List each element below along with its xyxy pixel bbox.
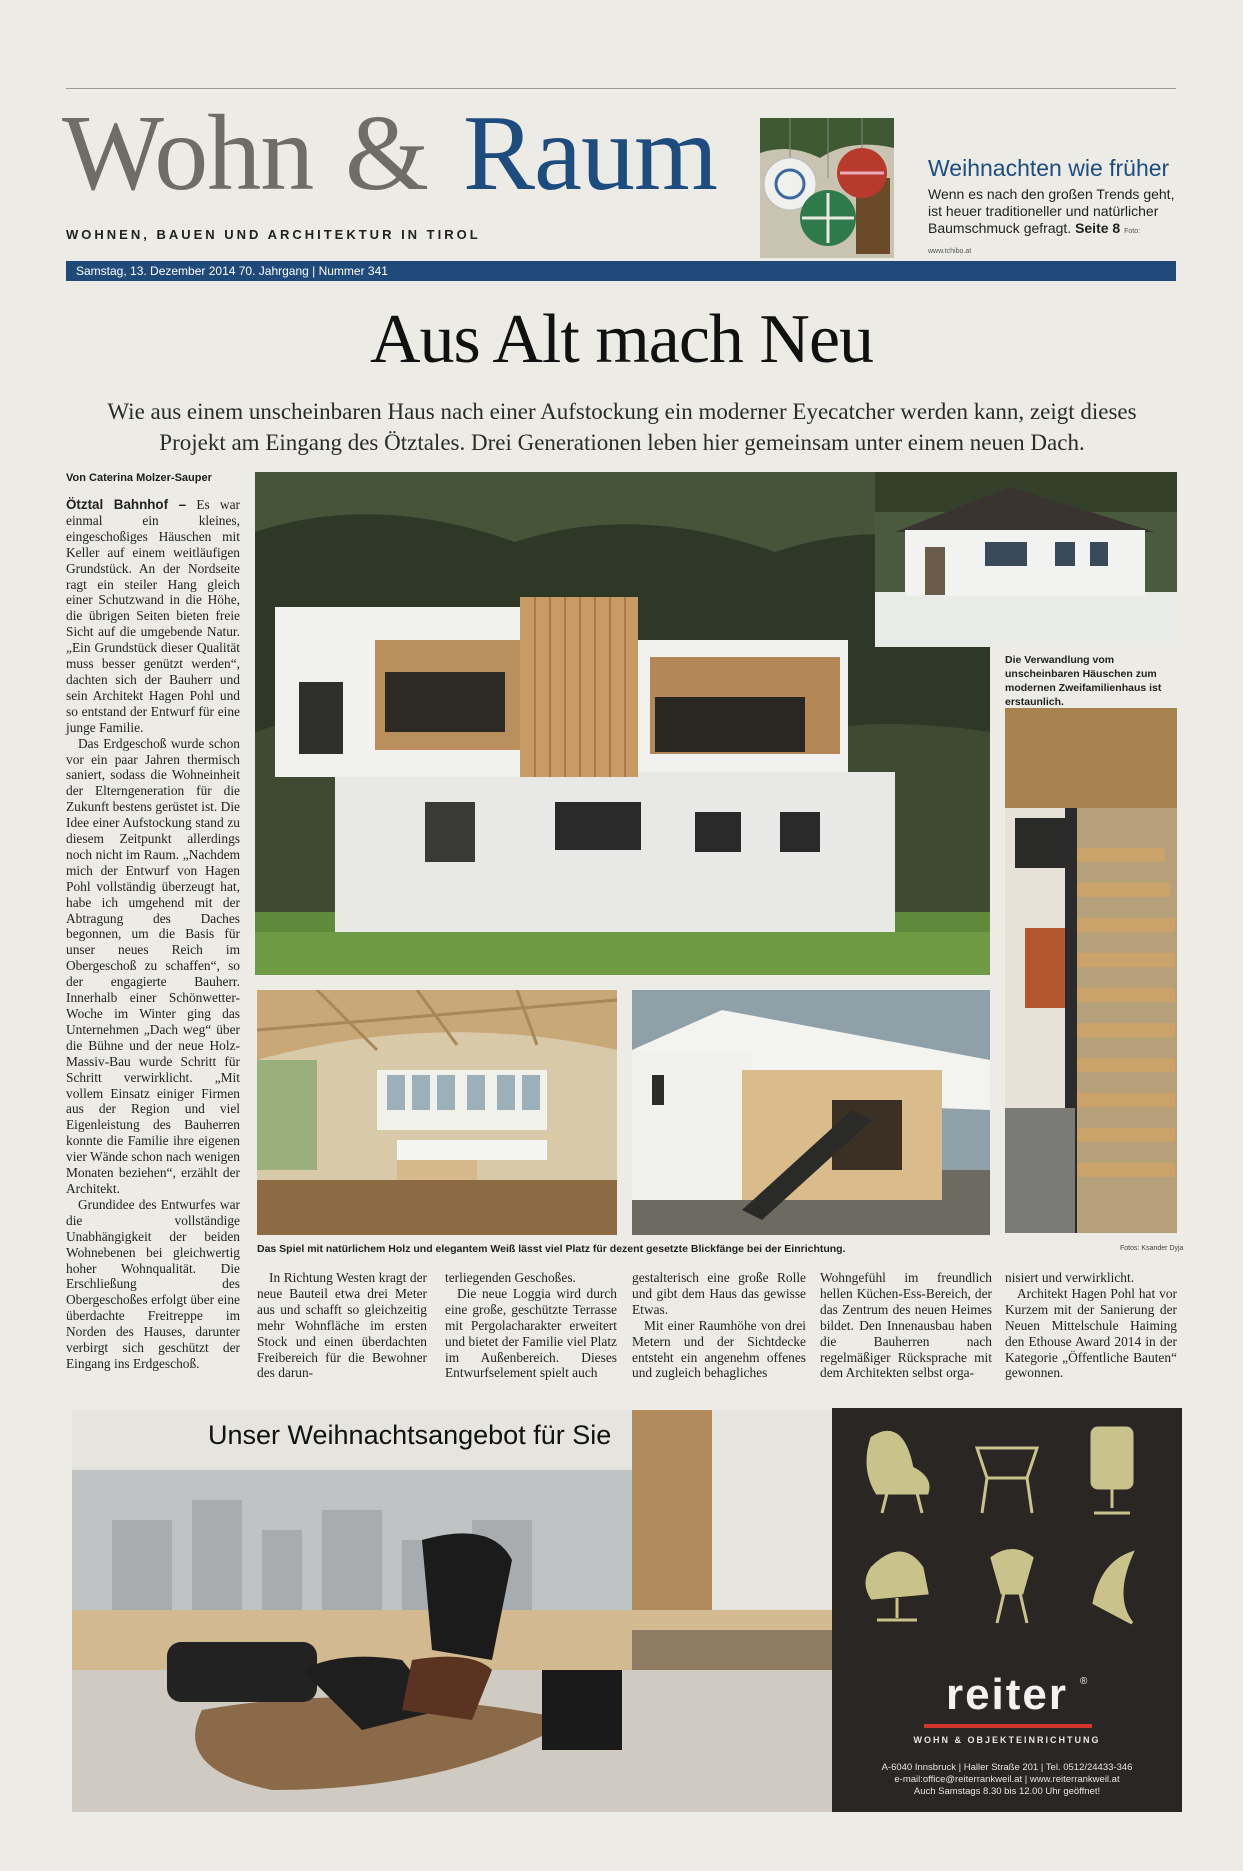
teaser-text [928, 186, 1176, 260]
ad-lounge-photo[interactable] [72, 1410, 832, 1812]
dateline-location: Ötztal Bahnhof – [66, 497, 187, 512]
address-line-2[interactable]: e-mail:office@reiterrankweil.at | www.reiterrankweil.at [894, 1774, 1120, 1785]
lounge-chair-image [72, 1410, 832, 1812]
paragraph: terliegenden Geschoßes. [445, 1270, 576, 1285]
reiter-logo-underline [924, 1724, 1092, 1728]
paragraph: Die neue Loggia wird durch eine große, geschützte Terrasse mit Pergolacharakter erweitert und bietet der Familie viel Platz im Außenbereich. Dieses Entwurfselement spielt auch [445, 1285, 617, 1381]
masthead-subtitle: WOHNEN, BAUEN UND ARCHITEKTUR IN TIROL [66, 227, 481, 242]
paragraph: gestalterisch eine große Rolle und gibt dem Haus das gewisse Etwas. [632, 1270, 806, 1317]
photo-cantilever-exterior[interactable] [632, 990, 990, 1235]
reiter-registered-mark: ® [1080, 1676, 1088, 1687]
ad-reiter-panel[interactable] [832, 1408, 1182, 1812]
address-line-1: A-6040 Innsbruck | Haller Straße 201 | Tel. 0512/24433-346 [881, 1762, 1133, 1773]
designer-chairs-icon [832, 1408, 1182, 1658]
article-standfirst: Wie aus einem unscheinbaren Haus nach einer Aufstockung ein moderner Eyecatcher werden kann, zeigt dieses Projekt am Eingang des Ötztales. Drei Generationen leben hier gemeinsam unter einem neuen Dach. [107, 399, 1137, 455]
paragraph: Das Erdgeschoß wurde schon vor ein paar Jahren thermisch saniert, sodass die Wohneinheit der Elterngeneration für die Zukunft bestens gerüstet ist. Die Idee einer Aufstockung stand zu diesem Zeitpunkt allerdings noch nicht im Raum. „Nachdem mich der Entwurf von Hagen Pohl vollständig überzeugt hat, habe ich umgehend mit der Abtragung des Daches begonnen, um die Basis für unser neues Reich im Obergeschoß zu schaffen“, so der engagierte Bauherr. Innerhalb einer Schönwetter-Woche im Winter ging das Unternehmen „Dach weg“ über die Bühne und der neue Holz-Massiv-Bau wurde Schritt für Schritt verwirklicht. „Mit vollem Einsatz einiger Firmen aus der Region und viel Eigenleistung des Bauherren konnte die Familie ihre eigenen vier Wände schon nach wenigen Monaten beziehen“, erzählt der Architekt. [66, 735, 240, 1196]
ornaments-image [760, 118, 894, 258]
ad-heading[interactable]: Unser Weihnachtsangebot für Sie [208, 1420, 612, 1450]
photo-kitchen-interior[interactable] [257, 990, 617, 1235]
reiter-tagline: WOHN & OBJEKTEINRICHTUNG [913, 1735, 1101, 1745]
photo-staircase[interactable] [1005, 708, 1177, 1233]
logo-ampersand: & [345, 94, 430, 213]
caption-interior: Das Spiel mit natürlichem Holz und elegantem Weiß lässt viel Platz für dezent gesetzte Blickfänge bei der Einrichtung. [257, 1243, 846, 1255]
paragraph [66, 497, 240, 736]
interior-image [257, 990, 617, 1235]
article-column-6 [1005, 1270, 1177, 1381]
paragraph: In Richtung Westen kragt der neue Bauteil etwa drei Meter aus und schafft so gleichzeitig mehr Wohnfläche im ersten Stock und einen überdachten Freibereich für die Bewohner des darun- [257, 1270, 427, 1381]
photo-house-before[interactable] [875, 472, 1177, 647]
paragraph: Wohngefühl im freundlich hellen Küchen-Ess-Bereich, der das Zentrum des neuen Heimes bildet. Den Innenausbau haben die Bauherren nach regelmäßiger Rücksprache mit dem Architekten selbst orga- [820, 1270, 992, 1381]
teaser-photo-christmas-ornaments[interactable] [760, 118, 894, 258]
paragraph-text: Es war einmal ein kleines, eingeschoßiges Häuschen mit Keller auf einem weitläufigen Grundstück. An der Nordseite ragt ein steiler Hang gleich einer Schutzwand in die Höhe, die übrigen Seiten bieten freie Sicht auf die umgebende Natur. „Ein Grundstück dieser Qualität muss besser genützt werden“, dachten sich der Bauherr und sein Architekt Hagen Pohl und so entstand der Entwurf für eine junge Familie. [66, 497, 240, 735]
paragraph: Grundidee des Entwurfes war die vollständige Unabhängigkeit der beiden Wohnebenen bei gleichwertig hoher Wohnqualität. Die Erschließung des Obergeschoßes erfolgt über eine überdachte Freitreppe im Norden des Hauses, darunter verbirgt sich geschützt der Eingang ins Erdgeschoß. [66, 1196, 240, 1371]
article-column-1 [66, 497, 240, 1372]
dateline-bar: Samstag, 13. Dezember 2014 70. Jahrgang | Nummer 341 [66, 261, 1176, 281]
reiter-logo[interactable]: reiter [945, 1670, 1069, 1719]
staircase-image [1005, 708, 1177, 1233]
logo-wohn: Wohn [62, 94, 314, 213]
photo-credit: Fotos: Ksander Dyja [1120, 1245, 1184, 1252]
article-column-2 [257, 1270, 427, 1381]
paragraph: Architekt Hagen Pohl hat vor Kurzem mit der Sanierung der Neuen Mittelschule Haiming den Ethouse Award 2014 in der Kategorie „Öffentliche Bauten“ gewonnen. [1005, 1285, 1177, 1381]
teaser-title[interactable]: Weihnachten wie früher [928, 155, 1170, 181]
teaser-page-ref[interactable]: Seite 8 [1075, 220, 1121, 236]
cantilever-image [632, 990, 990, 1235]
article-column-5 [820, 1270, 992, 1381]
teaser-body: Wenn es nach den großen Trends geht, ist heuer traditioneller und natürlicher Baumschmuck gefragt. [928, 186, 1175, 236]
byline: Von Caterina Molzer-Sauper [66, 472, 212, 484]
logo-raum: Raum [463, 94, 717, 213]
article-column-4 [632, 1270, 806, 1381]
old-house-image [875, 472, 1177, 647]
reiter-address [832, 1762, 1182, 1798]
paragraph: nisiert und verwirklicht. [1005, 1270, 1135, 1285]
teaser-credit: Foto: www.tchibo.at [928, 228, 1141, 255]
caption-before-after: Die Verwandlung vom unscheinbaren Häuschen zum modernen Zweifamilienhaus ist erstaunlich. [1005, 654, 1162, 708]
masthead-rule [66, 88, 1176, 89]
paragraph: Mit einer Raumhöhe von drei Metern und der Sichtdecke entsteht ein angenehm offenes und zugleich behagliches [632, 1317, 806, 1381]
article-column-3 [445, 1270, 617, 1381]
article-headline: Aus Alt mach Neu [369, 301, 874, 378]
address-line-3: Auch Samstags 8.30 bis 12.00 Uhr geöffnet! [913, 1786, 1101, 1797]
